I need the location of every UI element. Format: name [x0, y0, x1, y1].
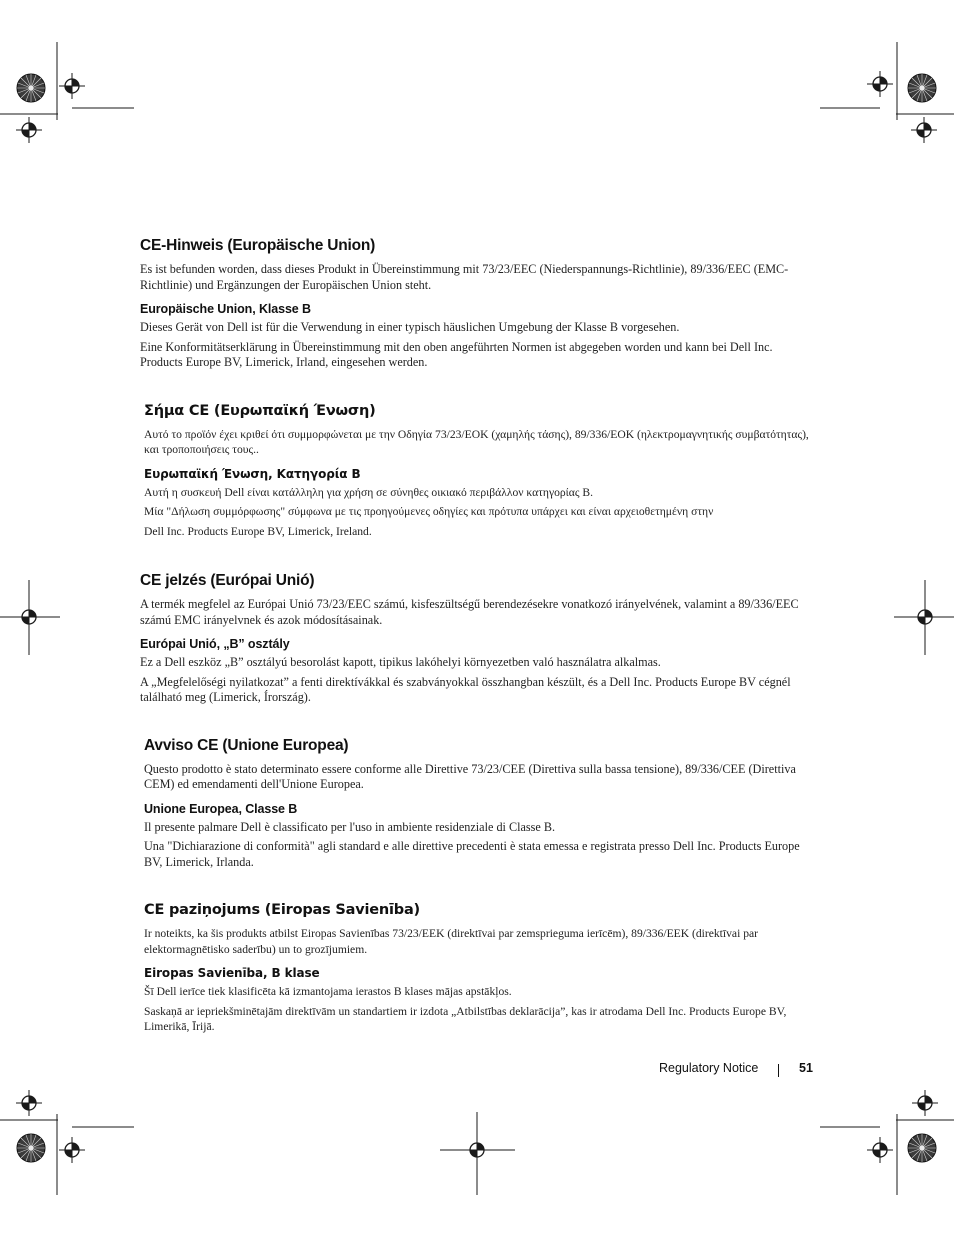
section-subtitle: Európai Unió, „B” osztály	[140, 637, 290, 651]
section-italian	[140, 736, 816, 871]
registration-mark-icon	[912, 1090, 938, 1116]
registration-mark-icon	[16, 604, 42, 630]
section-paragraph: Ez a Dell eszköz „B” osztályú besorolást kapott, tipikus lakóhelyi környezetben való használatra alkalmas.	[140, 655, 661, 669]
section-intro: Αυτό το προϊόν έχει κριθεί ότι συμμορφώνεται με την Οδηγία 73/23/EOK (χαμηλής τάσης), 89/336/EOK (ηλεκτρομαγνητικής συμβατότητας), και τροποποιήσεις τους..	[144, 427, 809, 456]
registration-mark-icon	[16, 1090, 42, 1116]
section-paragraph: Αυτή η συσκευή Dell είναι κατάλληλη για χρήση σε σύνηθες οικιακό περιβάλλον κατηγορίας Β.	[144, 485, 593, 499]
registration-mark-icon	[16, 117, 42, 143]
section-paragraph: Šī Dell ierīce tiek klasificēta kā izmantojama ierastos B klases mājas apstākļos.	[144, 985, 512, 998]
section-german	[140, 236, 816, 371]
section-latvian	[140, 900, 816, 1035]
section-paragraph: A „Megfelelőségi nyilatkozat” a fenti direktívákkal és szabványokkal összhangban készült, és a Dell Inc. Products Europe BV cégnél található meg (Limerick, Írország).	[140, 674, 791, 704]
section-intro: Es ist befunden worden, dass dieses Produkt in Übereinstimmung mit 73/23/EEC (Niederspannungs-Richtlinie), 89/336/EEC (EMC-Richtlinie) und Ergänzungen der Europäischen Union steht.	[140, 262, 789, 292]
starburst-target-icon	[17, 74, 45, 102]
section-hungarian	[140, 571, 816, 706]
section-greek	[140, 401, 816, 540]
section-paragraph: Eine Konformitätserklärung in Übereinstimmung mit den oben angeführten Normen ist abgegeben worden und kann bei Dell Inc. Products Europe BV, Limerick, Irland, eingesehen werden.	[140, 339, 773, 369]
section-title: Avviso CE (Unione Europea)	[144, 736, 349, 754]
section-title: CE paziņojums (Eiropas Savienība)	[144, 902, 420, 918]
section-title: Σήμα CE (Ευρωπαϊκή Ένωση)	[144, 402, 376, 419]
section-intro: Ir noteikts, ka šis produkts atbilst Eiropas Savienības 73/23/EEK (direktīvai par zemsprieguma ierīcēm), 89/336/EEK (direktīvai par elektormagnētisko saderību) un to grozījumiem.	[144, 927, 758, 956]
section-title: CE jelzés (Európai Unió)	[140, 572, 315, 589]
section-intro: Questo prodotto è stato determinato essere conforme alle Direttive 73/23/CEE (Direttiva sulla bassa tensione), 89/336/CEE (Direttiva CEM) ed emendamenti dell'Unione Europea.	[144, 761, 796, 791]
section-subtitle: Unione Europea, Classe B	[144, 801, 298, 816]
section-paragraph: Μία "Δήλωση συμμόρφωσης" σύμφωνα με τις προηγούμενες οδηγίες και πρότυπα υπάρχει και είναι αρχειοθετημένη στην	[144, 505, 714, 518]
section-subtitle: Ευρωπαϊκή Ένωση, Κατηγορία Β	[144, 466, 361, 481]
registration-mark-icon	[867, 1137, 893, 1163]
starburst-target-icon	[908, 74, 936, 102]
registration-mark-icon	[911, 117, 937, 143]
section-subtitle: Europäische Union, Klasse B	[140, 302, 311, 316]
section-paragraph: Dieses Gerät von Dell ist für die Verwendung in einer typisch häuslichen Umgebung der Klasse B vorgesehen.	[140, 320, 680, 334]
section-paragraph: Dell Inc. Products Europe BV, Limerick, Ireland.	[144, 524, 372, 538]
registration-mark-icon	[464, 1137, 490, 1163]
footer-divider	[778, 1064, 779, 1077]
starburst-target-icon	[17, 1134, 45, 1162]
registration-mark-icon	[59, 1137, 85, 1163]
section-subtitle: Eiropas Savienība, B klase	[144, 966, 320, 980]
section-title: CE-Hinweis (Europäische Union)	[140, 237, 376, 254]
footer-label: Regulatory Notice	[659, 1061, 759, 1075]
section-paragraph: Saskaņā ar iepriekšminētajām direktīvām un standartiem ir izdota „Atbilstības deklarācija”, kas ir atrodama Dell Inc. Products Europe BV, Limerikā, Īrijā.	[144, 1004, 787, 1033]
registration-mark-icon	[59, 73, 85, 99]
page-number: 51	[799, 1061, 813, 1075]
main-content	[140, 236, 816, 1039]
registration-mark-icon	[867, 71, 893, 97]
starburst-target-icon	[908, 1134, 936, 1162]
registration-mark-icon	[912, 604, 938, 630]
section-paragraph: Una "Dichiarazione di conformità" agli standard e alle direttive precedenti è stata emessa e registrata presso Dell Inc. Products Europe BV, Limerick, Irlanda.	[144, 839, 800, 869]
section-paragraph: Il presente palmare Dell è classificato per l'uso in ambiente residenziale di Classe B.	[144, 819, 556, 834]
section-intro: A termék megfelel az Európai Unió 73/23/EEC számú, kisfeszültségű berendezésekre vonatkozó irányelvének, valamint a 89/336/EEC számú EMC irányelvnek és azok módosításainak.	[140, 597, 799, 627]
